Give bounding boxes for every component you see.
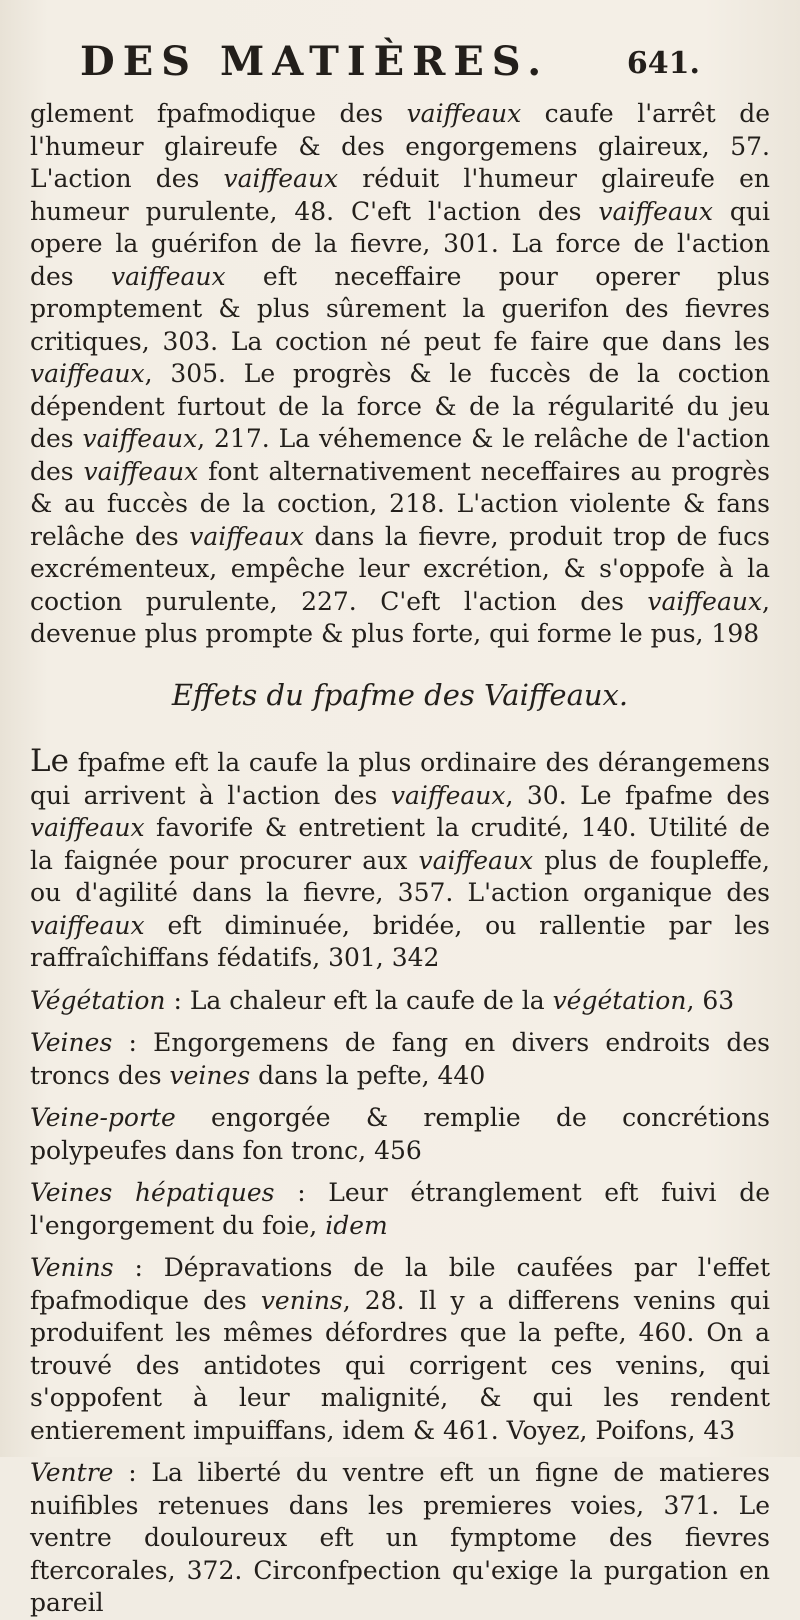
- italic-term: vaiffeaux: [223, 164, 339, 193]
- page-number: 641.: [626, 46, 700, 81]
- italic-term: vaiffeaux: [30, 359, 145, 388]
- text-run: caufe l'arrêt de l'humeur glaireufe & des engorgemens glaireux, 57. L'action des: [30, 99, 770, 193]
- entry-headword: Veines hépatiques: [30, 1178, 275, 1207]
- italic-term: végétation: [552, 985, 687, 1015]
- index-entry-veines: [30, 1027, 770, 1092]
- italic-term: vaiffeaux: [30, 910, 145, 940]
- lead-word: Le: [30, 743, 69, 779]
- entry-headword: Veine-porte: [30, 1103, 176, 1132]
- text-run: dans la fievre, produit trop de fucs excrémenteux, empêche leur excrétion, & s'oppofe à la coction purulente, 227. C'eft l'action des: [30, 521, 770, 616]
- italic-term: idem: [325, 1210, 388, 1240]
- italic-term: vaiffeaux: [418, 845, 534, 875]
- index-entry-veines-hepatiques: [30, 1177, 770, 1242]
- running-title: DES MATIÈRES.: [80, 38, 550, 85]
- text-run: qui opere la guérifon de la fievre, 301. La force de l'action des: [30, 196, 771, 291]
- index-entry-veine-porte: [30, 1102, 770, 1167]
- entry-text: : La chaleur eft la caufe de la: [165, 985, 553, 1015]
- index-entry-venins: [30, 1252, 770, 1447]
- text-run: , 217. La véhemence & le relâche de l'action des: [30, 424, 771, 486]
- italic-term: vaiffeaux: [647, 586, 763, 616]
- text-run: eft diminuée, bridée, ou rallentie par les raffraîchiffans fédatifs, 301, 342: [30, 910, 770, 972]
- index-text: [30, 98, 770, 1620]
- entry-tail: , 28. Il y a differens venins qui produifent les mêmes défordres que la pefte, 460. On a trouvé des antidotes qui corrigent ces venins, qui s'oppofent à leur malignité, & qui les rendent entierement impuiffans, idem & 461. Voyez, Poifons, 43: [30, 1285, 771, 1445]
- italic-term: vaiffeaux: [30, 813, 145, 842]
- text-run: , 30. Le fpafme des: [505, 780, 770, 810]
- index-entry-vegetation: [30, 985, 770, 1018]
- text-run: , devenue plus prompte & plus forte, qui forme le pus, 198: [30, 586, 770, 648]
- entry-tail: dans la pefte, 440: [250, 1060, 486, 1090]
- entry-headword: Végétation: [30, 985, 166, 1015]
- entry-headword: Veines: [30, 1028, 113, 1057]
- italic-term: vaiffeaux: [110, 261, 226, 291]
- entry-headword: Venins: [30, 1253, 114, 1282]
- text-run: , 305. Le progrès & le fuccès de la coction dépendent furtout de la force & de la régularité du jeu des: [30, 359, 770, 453]
- entry-tail: , 63: [686, 985, 735, 1015]
- text-run: eft neceffaire pour operer plus promptement & plus sûrement la guerifon des fievres critiques, 303. La coction né peut fe faire que dans les: [30, 261, 770, 356]
- section-heading: Effets du fpafme des Vaiffeaux.: [171, 677, 629, 712]
- entry-text: : La liberté du ventre eft un figne de matieres nuifibles retenues dans les premieres voies, 371. Le ventre douloureux eft un fymptome des fievres ftercorales, 372. Circonfpection qu'exige la purgation en pareil: [30, 1458, 770, 1617]
- text-run: réduit l'humeur glaireufe en humeur purulente, 48. C'eft l'action des: [30, 164, 770, 226]
- italic-term: vaiffeaux: [390, 780, 506, 810]
- italic-term: vaiffeaux: [189, 521, 304, 551]
- italic-term: vaiffeaux: [82, 424, 198, 453]
- italic-term: vaiffeaux: [598, 196, 714, 226]
- section-paragraph: [30, 745, 770, 975]
- entry-headword: Ventre: [30, 1458, 114, 1487]
- italic-term: veines: [169, 1060, 251, 1090]
- text-run: plus de foupleffe, ou d'agilité dans la fievre, 357. L'action organique des: [30, 845, 770, 907]
- index-entry-ventre: [30, 1457, 770, 1620]
- entry-text: : Dépravations de la bile caufées par l'effet fpafmodique des: [30, 1253, 770, 1315]
- text-run: fpafme eft la caufe la plus ordinaire des dérangemens qui arrivent à l'action des: [30, 748, 770, 810]
- text-run: glement fpafmodique des: [30, 99, 407, 128]
- italic-term: vaiffeaux: [83, 456, 199, 486]
- text-run: favorife & entretient la crudité, 140. Utilité de la faignée pour procurer aux: [30, 813, 770, 875]
- italic-term: vaiffeaux: [406, 99, 522, 128]
- text-run: font alternativement neceffaires au progrès & au fuccès de la coction, 218. L'action violente & fans relâche des: [30, 456, 771, 551]
- intro-paragraph: [30, 98, 770, 651]
- page-header: [80, 38, 700, 98]
- entry-text: : Leur étranglement eft fuivi de l'engorgement du foie,: [30, 1178, 770, 1240]
- entry-text: engorgée & remplie de concrétions polypeufes dans fon tronc, 456: [30, 1103, 770, 1165]
- entry-text: : Engorgemens de fang en divers endroits des troncs des: [30, 1028, 770, 1090]
- italic-term: venins: [260, 1285, 343, 1315]
